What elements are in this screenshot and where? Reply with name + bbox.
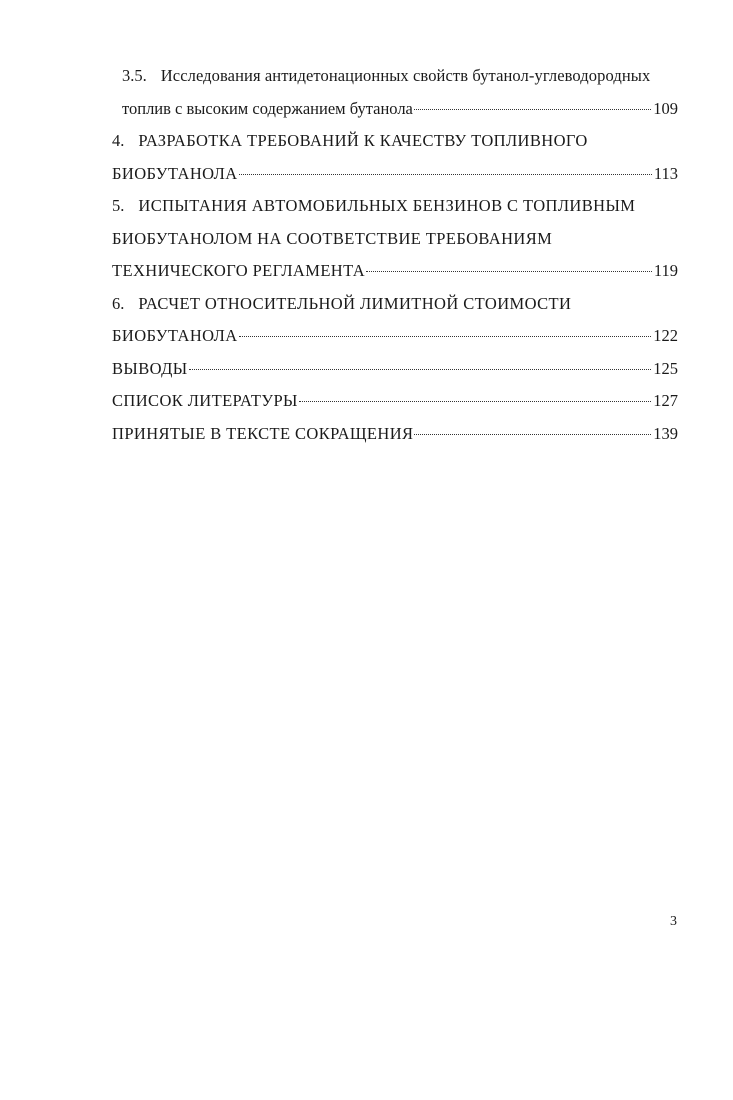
toc-page-number: 109: [653, 98, 678, 118]
toc-entry-number: 4.: [112, 131, 125, 150]
toc-entry-conclusions: [112, 359, 678, 392]
toc-entry-5-line-2: [112, 229, 678, 262]
toc-entry-4-line-2: [112, 164, 678, 197]
dot-leader: [414, 108, 651, 110]
toc-entry-6-line-2: [112, 326, 678, 359]
toc-entry-title: ПРИНЯТЫЕ В ТЕКСТЕ СОКРАЩЕНИЯ: [112, 423, 414, 443]
toc-entry-number: 5.: [112, 196, 125, 215]
toc-entry-title-continued: БИОБУТАНОЛА: [112, 326, 238, 345]
toc-entry-abbreviations: [112, 424, 678, 457]
toc-entry-title-continued: топлив с высоким содержанием бутанола: [122, 98, 413, 118]
toc-page-number: 122: [653, 326, 678, 345]
toc-entry-3-5-line-2: [112, 99, 678, 132]
dot-leader: [366, 270, 652, 272]
dot-leader: [239, 173, 652, 175]
toc-entry-title-continued: ТЕХНИЧЕСКОГО РЕГЛАМЕНТА: [112, 261, 366, 280]
toc-page-number: 125: [653, 358, 678, 378]
toc-entry-title: РАСЧЕТ ОТНОСИТЕЛЬНОЙ ЛИМИТНОЙ СТОИМОСТИ: [138, 293, 572, 313]
toc-entry-number: 3.5.: [122, 66, 147, 85]
table-of-contents: [112, 66, 678, 456]
toc-entry-number: 6.: [112, 293, 125, 313]
toc-entry-title-continued: БИОБУТАНОЛОМ НА СООТВЕТСТВИЕ ТРЕБОВАНИЯМ: [112, 228, 553, 248]
toc-entry-references: [112, 391, 678, 424]
dot-leader: [414, 433, 651, 435]
toc-page-number: 139: [653, 423, 678, 443]
dot-leader: [239, 335, 652, 337]
dot-leader: [299, 400, 651, 402]
toc-entry-title: РАЗРАБОТКА ТРЕБОВАНИЙ К КАЧЕСТВУ ТОПЛИВНОГО: [138, 131, 588, 150]
toc-entry-4-line-1: [112, 131, 678, 164]
toc-entry-title: СПИСОК ЛИТЕРАТУРЫ: [112, 391, 298, 410]
toc-entry-title: ИСПЫТАНИЯ АВТОМОБИЛЬНЫХ БЕНЗИНОВ С ТОПЛИВНЫМ: [138, 196, 636, 215]
toc-entry-3-5-line-1: [112, 66, 678, 99]
page-number: 3: [670, 914, 677, 929]
toc-entry-title: Исследования антидетонационных свойств бутанол-углеводородных: [160, 66, 651, 85]
toc-entry-6-line-1: [112, 294, 678, 327]
dot-leader: [189, 368, 652, 370]
toc-entry-title-continued: БИОБУТАНОЛА: [112, 163, 238, 183]
toc-entry-title: ВЫВОДЫ: [112, 358, 188, 378]
toc-page-number: 113: [653, 163, 678, 183]
toc-entry-5-line-1: [112, 196, 678, 229]
toc-page-number: 119: [653, 261, 678, 280]
toc-entry-5-line-3: [112, 261, 678, 294]
toc-page-number: 127: [653, 391, 678, 410]
